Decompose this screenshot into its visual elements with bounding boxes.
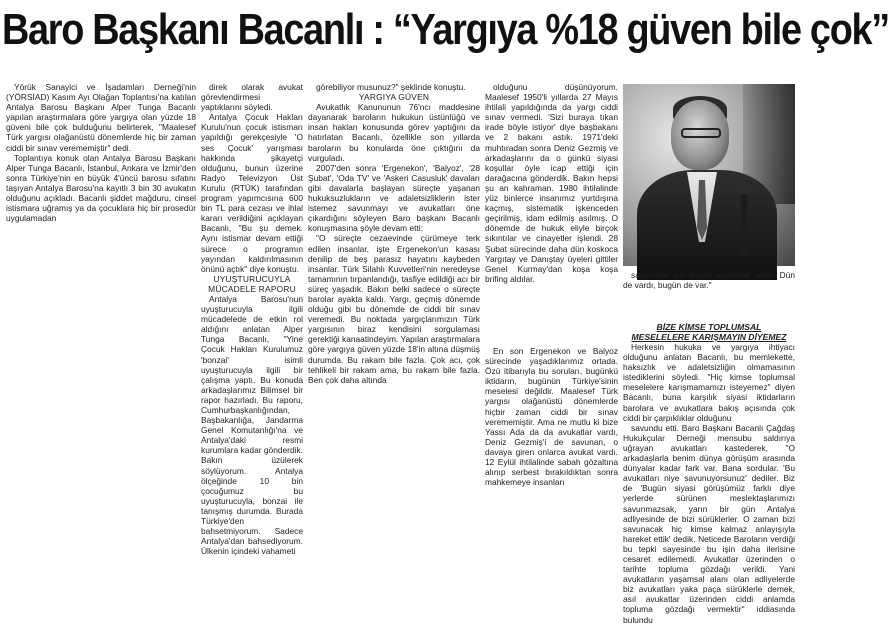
article-column-5 <box>623 322 795 625</box>
paragraph: En son Ergenekon ve Balyoz sürecinde yaşadıklarımız ortada. Özü itibarıyla bu soruları, bugünkü iktidarın, bugünün Türkiye'sinin meselesi değildir. Maalesef Türk yargısı olağanüstü dönemlerde hiçbir zaman ciddi bir sınav verememiştir. Ama ne mutlu ki bize Yassı Ada da da avukatlar vardı, Deniz Gezmiş'i de savunan, o davaya giren onlarca avukat vardı. 12 Eylül ihtilalinde sabah gözaltına alınıp serbest bırakıldıktan sonra mahkemeye insanları <box>485 346 618 488</box>
paragraph: direk olarak avukat görevlendirmesi yaptıklarını söyledi. <box>201 82 303 113</box>
article-column-5-top <box>623 270 795 322</box>
section-subhead: MÜCADELE RAPORU <box>208 283 296 294</box>
article-column-2 <box>201 82 303 557</box>
article-column-3 <box>308 82 480 546</box>
paragraph: görebiliyor musunuz?" şeklinde konuştu. <box>316 82 466 92</box>
article-column-1 <box>6 82 196 267</box>
section-subhead: YARGIYA GÜVEN <box>358 92 430 103</box>
paragraph: 2007'den sonra 'Ergenekon', 'Balyoz', '28 Şubat', 'Oda TV' ve 'Askeri Casusluk' davaları gibi davalarla başlayan süreçte yaşanan hukuksuzlukların ve adaletsizliklerin ister istemez savunmayı ve avukatları öne çıkardığını söyleyen Baro başkanı Bacanlı konuşmasına şöyle devam etti: <box>308 162 480 234</box>
headline: Baro Başkanı Bacanlı : “Yargıya %18 güven bile çok” <box>2 5 889 54</box>
paragraph: savundu etti. Baro Başkanı Bacanlı Çağdaş Hukukçular Derneği mensubu saldırıya uğrayan avukatları kastederek, "O arkadaşlarla benim dünya görüşüm arasında dünyalar kadar fark var. Bana sordular. 'Bu avukatları niye savunuyorsunuz' dediler. Biz de 'Bugün siyasi görüşümüz farklı diye yerlerde sürünen meslektaşlarımızı savunmazsak, yarın bir gün Antalya adliyesinde de bizi sürüklerler. O zaman bizi savunacak hiç kimse kalmaz anlayışıyla hareket ettik' dedik. Neticede Baroların verdiği bu tepki sayesinde bu işin daha ilerisine cesaret edilemedi. Avukatlar üzerinden o tarihte topluma gözdağı verildi. Yani avukatların yaşamsal alanı olan adliyelerde biz avukatları yaka paça sürüklerle demek, asıl avukatlar üzerinden ciddi anlamda topluma gözdağı vermektir" iddiasında bulundu <box>623 422 795 625</box>
article-column-4-continued <box>485 346 618 546</box>
section-subhead: MESELELERE KARIŞMAYIN DİYEMEZ <box>631 332 787 342</box>
paragraph: Yörük Sanayici ve İşadamları Derneği'nin (YÖRSİAD) Kasım Ayı Olağan Toplantısı'na katılan Antalya Barosu Başkanı Alper Tunga Bacanlı yapılan araştırmalara göre yargıya olan yüzde 18 güveni bile çok bulduğunu belirterek, "Maalesef Türk yargısı olağanüstü dönemlerde hiç bir zaman ciddi bir sınav verememiştir" dedi. <box>6 82 196 153</box>
section-subhead: BİZE KİMSE TOPLUMSAL <box>656 322 762 332</box>
paragraph: Herkesin hukuka ve yargıya ihtiyacı olduğunu anlatan Bacanlı, bu memlekette, haksızlık ve adaletsizliğin olmamasının istediklerini söyledi. "Hiç kimse toplumsal meselelere karışmamamızı isteyemez" diyen Bacanlı, buna karşılık siyasi iktidarların barolara ve avukatlara bakış açısında çok ciddi bir çarpıklıklar olduğunu <box>623 342 795 423</box>
paragraph: Antalya Çocuk Hakları Kurulu'nun çocuk istismarı yapıldığı gerekçesiyle 'O ses Çocuk' yarışması hakkında şikayetçi olduğunu, bunun üzerine Radyo Televizyon Üst Kurulu (RTÜK) tarafından program yapımcısına 600 bin TL para cezası ve ihlal kararı verildiğini açıklayan Bacanlı, "Bu şu demek. Aynı istismar devam ettiği sürece o programın yayından kaldırılmasının önünü açtık" diye konuştu. <box>201 112 303 274</box>
paragraph: Toplantıya konuk olan Antalya Barosu Başkanı Alper Tunga Bacanlı, İstanbul, Ankara ve İzmir'den sonra Türkiye'nin en büyük 4'üncü barosu sıfatını taşıyan Antalya Barosu'na kayıtlı 3 bin 30 avukatın olduğunu açıkladı. Bacanlı şiddet mağduru, cinsel istismara uğramış ya da çocuklara hiç bir prosedür uygulamadan <box>6 152 196 224</box>
section-subhead: UYUŞTURUCUYLA <box>213 273 291 284</box>
paragraph: savunmak için koşan avukatlar vardı. Dün de vardı, bugün de var." <box>623 270 795 291</box>
portrait-photo <box>623 84 795 266</box>
paragraph: "O süreçte cezaevinde çürümeye terk edilen insanlar, işte Ergenekon'un kasası denilip de beş parasız hayatını kaybeden insanlar. Türk Silahlı Kuvvetleri'nin neredeyse tamamının tırpanlandığı, tasfiye edildiği acı bir süreç yaşadık. Bakın belki sadece o süreçte barolar ayakta kaldı. Yargı, geçmiş dönemde olduğu gibi bu dönemde de ciddi bir sınav veremedi. Bu noktada yargıçlarımızın Türk yargısının biraz kendisini sorgulaması gerektiği kanaatindeyim. Yapılan araştırmalara göre yargıya güven yüzde 18'in altına düşmüş durumda. Bu rakam bile fazla. Çok acı, çok tehlikeli bir rakam ama, bu rakam bile fazla. Ben çok daha altında <box>308 233 480 385</box>
paragraph: olduğunu düşünüyorum. Maalesef 1950'li yıllarda 27 Mayıs ihtilali yapıldığında da yargı ciddi sınav vermedi. 'Sizi buraya tıkan irade böyle istiyor' diye başbakanı ve 2 bakanı astık. 1971'deki muhtıradan sonra Deniz Gezmiş ve arkadaşlarını da o günkü siyasi koşullar öyle icap ettiği için darağacına gönderdik. Bakın hepsi şu an kahraman. 1980 ihtilalinde yüz binlerce insanımız yurtdışına kaçmış, sistematik işkenceden geçirilmiş, idam edilmiş asılmış. O dönemde de hukuk eliyle birçok sıkıntılar ve cinayetler işlendi. 28 Şubat sürecinde daha dün koskoca Yargıtay ve Danıştay üyeleri gittiler Genel Kurmay'dan koşa koşa brifing aldılar. <box>485 82 618 284</box>
paragraph: Avukatlık Kanununun 76'ncı maddesine dayanarak baroların hukukun üstünlüğü ve insan hakları konusunda görev yaptığını da hatırlatan Bacanlı, özellikle son yıllarda baroların bu konularda öne çıktığını da vurguladı. <box>308 102 480 163</box>
article-column-4 <box>485 82 618 344</box>
paragraph: Antalya Barosu'nun uyuşturucuyla ilgili mücadelede de etkin rol aldığını anlatan Alper Tunga Bacanlı, "Yine Çocuk Hakları Kurulumuz 'bonzai' isimli uyuşturucuyla ilgili bir çalışma yaptı. Bu konuda arkadaşlarımız Bilimsel bir rapor hazırladı. Bu raporu, Cumhurbaşkanlığından, Başbakanlığa, Jandarma Genel Komutanlığı'na ve Antalya'daki resmi kurumlara kadar gönderdik. Bakın üzülerek söylüyorum. Antalya ölçeğinde 10 bin çocuğumuz bu uyuşturucuyla, bonzai ile tanışmış durumda. Burada Türkiye'den bahsetmiyorum. Sadece Antalya'dan bahsediyorum. Ülkenin içindeki vahameti <box>201 293 303 557</box>
